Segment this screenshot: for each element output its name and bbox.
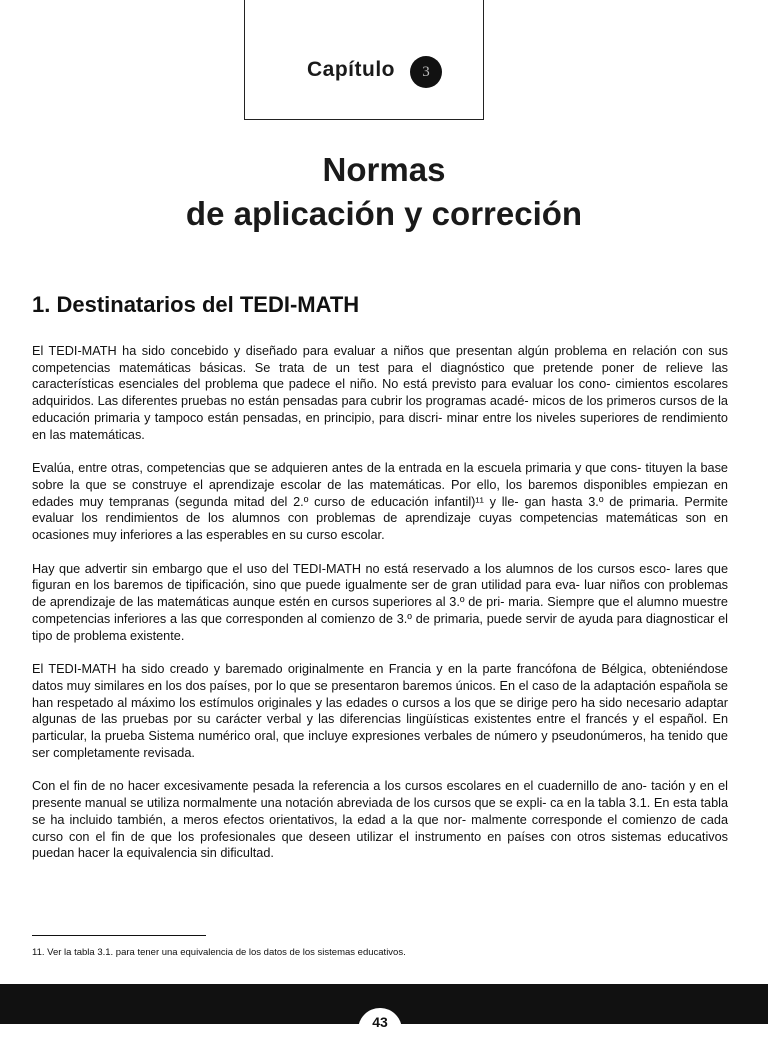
body-text [32, 343, 728, 879]
paragraph [32, 778, 728, 862]
text-line: de primaria, puede servir de ayuda para diagnosticar el tipo de problema existente. [32, 611, 728, 643]
text-line: Hay que advertir sin embargo que el uso del TEDI-MATH no está reservado a los alumnos de los cursos esco- [32, 561, 671, 576]
paragraph [32, 561, 728, 645]
text-line: tación y en el presente manual se utiliza normalmente una notación abreviada de los cursos que se expli- [32, 779, 729, 811]
text-line: malmente corresponde el comienzo de cada curso con el fin de que los profesionales que deseen utilizar [32, 812, 728, 844]
text-line: micos de los primeros cursos de la educación primaria y tampoco están pensadas, en principio, para discri- [32, 394, 728, 425]
page-number: 43 [372, 1014, 388, 1030]
text-line: ca en la tabla 3.1. En esta tabla se ha incluido también, a meros efectos orientativos, la edad a la que nor- [32, 796, 728, 827]
footnote-divider [32, 935, 206, 936]
paragraph [32, 343, 728, 443]
text-line: minar entre los niveles superiores de rendimiento en las matemáticas. [32, 410, 728, 442]
page-number-badge [358, 1008, 402, 1052]
paragraph [32, 661, 728, 761]
text-line: el instrumento en países con otros sistemas educativos puedan hacer la equivalencia sin dificultad. [32, 829, 729, 861]
footnote: 11. Ver la tabla 3.1. para tener una equivalencia de los datos de los sistemas educativos. [32, 947, 406, 958]
text-line: luar niños con problemas de aprendizaje de las matemáticas aunque estén en cursos superiores al 3.º de pri- [32, 578, 728, 610]
text-line: disponibles empiezan en edades muy tempranas (segunda mitad del 2.º curso de educación infantil)¹¹ y lle- [32, 477, 728, 509]
paragraph [32, 460, 728, 544]
page-title-line2: de aplicación y correción [185, 195, 583, 232]
section-heading: 1. Destinatarios del TEDI-MATH [32, 292, 360, 317]
text-line: lares que figuran en los baremos de tipificación, sino que puede igualmente ser de gran utilidad para eva- [32, 561, 728, 593]
text-line: El TEDI-MATH ha sido concebido y diseñado para evaluar a niños que presentan algún problema en relación [32, 344, 677, 358]
text-line: tituyen la base sobre la que se construye el aprendizaje escolar de las matemáticas. Por ello, los baremos [32, 461, 728, 492]
text-line: cuyas competencias matemáticas son en ocasiones muy inferiores a las esperables en su curso escolar. [32, 511, 729, 543]
text-line: obteniéndose datos muy similares en los dos países, por lo que se presentaron baremos únicos. En el caso [32, 662, 728, 693]
text-line: incluye expresiones verbales de número y pseudonúmeros, ha tenido que ser completamente revisada. [32, 729, 728, 760]
text-line: gan hasta 3.º de primaria. Permite evaluar los rendimientos de los alumnos con problemas de aprendizaje [32, 494, 728, 526]
text-line: lingüísticas existentes entre el francés y el español. En particular, la prueba Sistema numérico oral, que [32, 712, 728, 744]
text-line: El TEDI-MATH ha sido creado y baremado originalmente en Francia y en la parte francófona de Bélgica, [32, 662, 647, 677]
text-line: con sus competencias matemáticas básicas. Se trata de un test para el diagnóstico que pretende poner de [32, 344, 729, 375]
chapter-number-badge: 3 [410, 56, 442, 88]
chapter-box [244, 0, 484, 120]
text-line: que se dirige pero ha sido necesario adaptar algunas de las pruebas por su carácter verbal y las diferencias [32, 695, 728, 727]
text-line: Evalúa, entre otras, competencias que se adquieren antes de la entrada en la escuela primaria y que cons- [32, 461, 642, 476]
text-line: cimientos escolares adquiridos. Las diferentes pruebas no están pensadas para cubrir los programas acadé- [32, 377, 728, 409]
chapter-label: Capítulo [307, 58, 395, 81]
text-line: maria. Siempre que el alumno muestre competencias inferiores a las que corresponden al comienzo de 3.º [32, 595, 728, 626]
text-line: Con el fin de no hacer excesivamente pesada la referencia a los cursos escolares en el cuadernillo de ano- [32, 779, 647, 794]
text-line: de la adaptación española se han respetado al máximo los estímulos originales y las edades o cursos a los [32, 678, 728, 710]
text-line: relieve las características esenciales del problema que padece el niño. No está previsto para evaluar los cono- [32, 360, 729, 392]
page-title-line1: Normas [322, 151, 446, 188]
